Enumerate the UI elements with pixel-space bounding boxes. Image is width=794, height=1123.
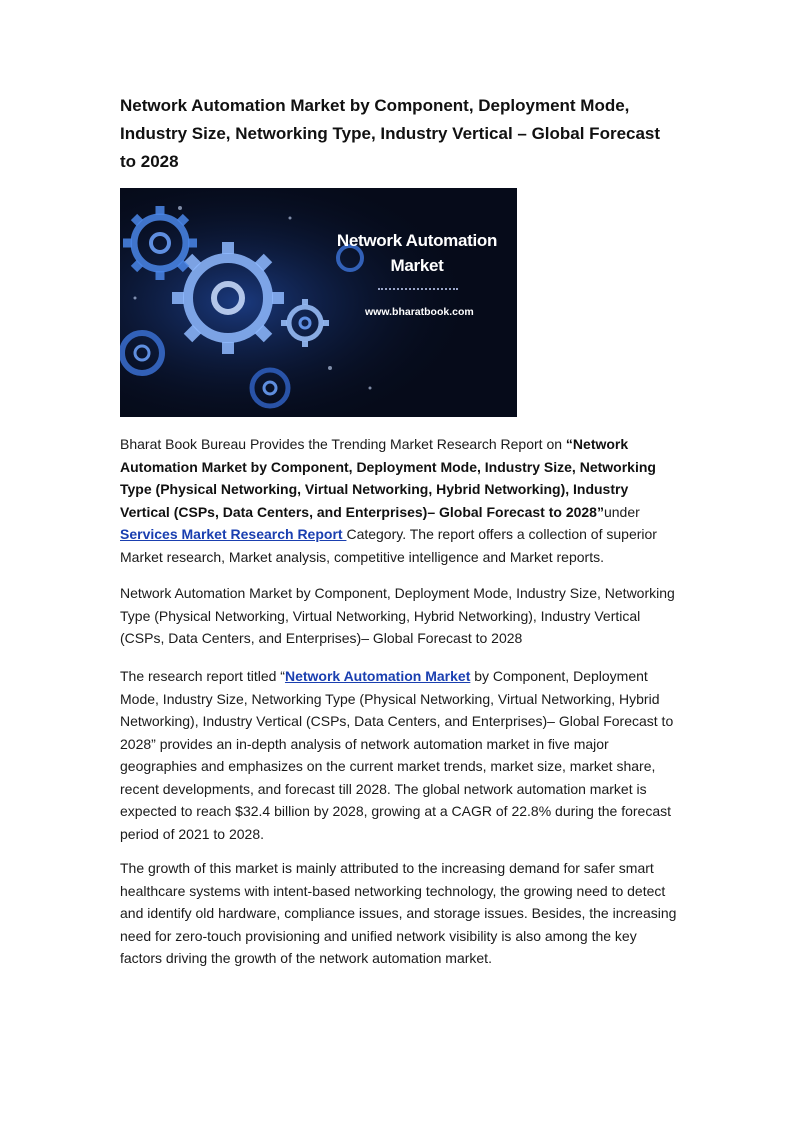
banner-image: [120, 188, 517, 417]
banner-divider: [378, 288, 458, 290]
services-report-link[interactable]: Services Market Research Report: [120, 526, 347, 542]
under-text: under: [603, 503, 640, 520]
gears-illustration: [120, 188, 517, 417]
analysis-intro: The research report titled “: [120, 668, 285, 684]
banner-title-line-2: Market: [390, 256, 444, 275]
category-text: Category. The report offers a collection of superior Market research, Market analysis, competitive intelligence and Market reports.: [120, 526, 657, 565]
network-automation-market-link[interactable]: Network Automation Market: [284, 668, 471, 684]
banner-title-line-1: Network Automation: [336, 231, 498, 250]
banner-url: www.bharatbook.com: [365, 306, 474, 318]
intro-paragraph: [120, 433, 680, 568]
report-title-bold: “Network Automation Market by Component, Deployment Mode, Industry Size, Networking Type (Physical Networking, Virtual Networking, Hybrid Networking), Industry Vertical (CSPs, Data Centers, and Enterprises)– Global Forecast to 2028”: [120, 436, 656, 520]
document-title: Network Automation Market by Component, Deployment Mode, Industry Size, Networking Type, Industry Vertical – Global Forecast to 2028: [120, 96, 661, 171]
analysis-paragraph: [120, 665, 680, 845]
intro-text: Bharat Book Bureau Provides the Trending Market Research Report on: [120, 436, 566, 452]
growth-paragraph: The growth of this market is mainly attributed to the increasing demand for safer smart healthcare systems with intent-based networking technology, the growing need to detect and identify old hardware, compliance issues, and storage issues. Besides, the increasing need for zero-touch provisioning and unified network visibility is also among the key factors driving the growth of the network automation market.: [120, 860, 677, 966]
summary-paragraph: Network Automation Market by Component, Deployment Mode, Industry Size, Networking Type (Physical Networking, Virtual Networking, Hybrid Networking), Industry Vertical (CSPs, Data Centers, and Enterprises)– Global Forecast to 2028: [120, 585, 675, 646]
analysis-text: by Component, Deployment Mode, Industry Size, Networking Type (Physical Networking, Virtual Networking, Hybrid Networking), Industry Vertical (CSPs, Data Centers, and Enterprises)– Global Forecast to 2028” provides an in-depth analysis of network automation market in five major geographies and emphasizes on the current market trends, market size, market share, recent developments, and forecast till 2028. The global network automation market is expected to reach $32.4 billion by 2028, growing at a CAGR of 22.8% during the forecast period of 2021 to 2028.: [120, 668, 674, 842]
banner-title: [312, 228, 517, 278]
